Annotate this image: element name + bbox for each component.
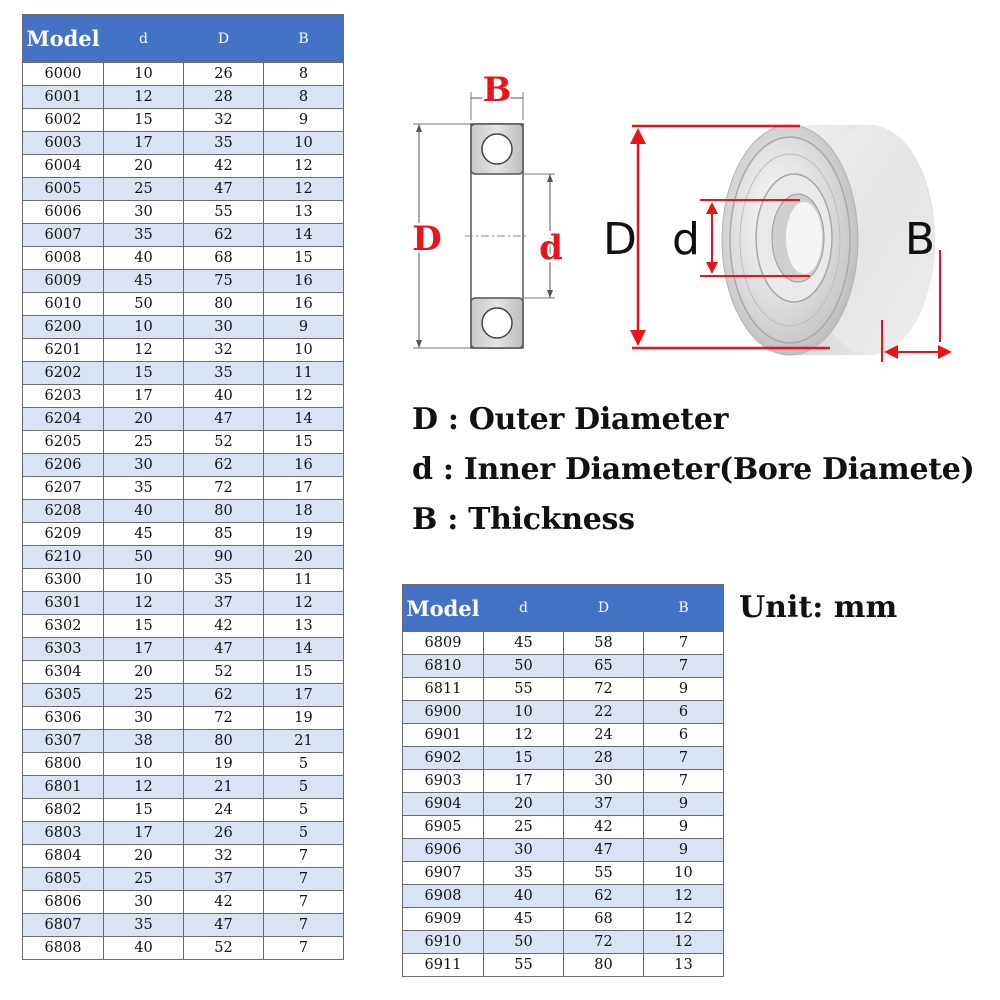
- cell-B: 8: [264, 86, 344, 109]
- header-B: B: [264, 15, 344, 63]
- cell-d: 50: [484, 931, 564, 954]
- cell-d: 12: [484, 724, 564, 747]
- cell-D: 24: [564, 724, 644, 747]
- cell-D: 47: [184, 178, 264, 201]
- cell-B: 14: [264, 408, 344, 431]
- cell-B: 9: [264, 109, 344, 132]
- table-row: [23, 753, 344, 776]
- bearing-cross-section-diagram: [405, 62, 575, 362]
- cell-B: 12: [264, 155, 344, 178]
- cell-d: 10: [104, 316, 184, 339]
- cell-B: 7: [644, 770, 724, 793]
- table-row: [23, 316, 344, 339]
- cell-B: 9: [644, 816, 724, 839]
- cell-d: 45: [104, 523, 184, 546]
- cell-model: 6301: [23, 592, 104, 615]
- cell-d: 40: [104, 500, 184, 523]
- table-row: [403, 632, 724, 655]
- table-row: [23, 385, 344, 408]
- table-row: [403, 839, 724, 862]
- cell-d: 45: [484, 908, 564, 931]
- cell-B: 15: [264, 431, 344, 454]
- table-row: [23, 730, 344, 753]
- cell-model: 6810: [403, 655, 484, 678]
- cell-d: 20: [104, 408, 184, 431]
- cell-B: 12: [644, 908, 724, 931]
- cell-B: 11: [264, 362, 344, 385]
- table-row: [23, 63, 344, 86]
- table-row: [23, 661, 344, 684]
- cell-model: 6304: [23, 661, 104, 684]
- cell-d: 10: [484, 701, 564, 724]
- cell-d: 10: [104, 753, 184, 776]
- cell-B: 7: [264, 891, 344, 914]
- cell-d: 12: [104, 339, 184, 362]
- cell-B: 7: [644, 747, 724, 770]
- cell-d: 12: [104, 86, 184, 109]
- cell-model: 6806: [23, 891, 104, 914]
- cell-model: 6805: [23, 868, 104, 891]
- cell-model: 6811: [403, 678, 484, 701]
- cell-d: 25: [104, 684, 184, 707]
- table-row: [403, 931, 724, 954]
- table-row: [23, 684, 344, 707]
- cell-B: 7: [264, 937, 344, 960]
- cell-D: 55: [564, 862, 644, 885]
- cell-model: 6010: [23, 293, 104, 316]
- cell-D: 42: [184, 155, 264, 178]
- table-row: [403, 655, 724, 678]
- cell-B: 8: [264, 63, 344, 86]
- table-row: [403, 678, 724, 701]
- cell-model: 6900: [403, 701, 484, 724]
- cell-d: 15: [104, 109, 184, 132]
- cell-model: 6906: [403, 839, 484, 862]
- cell-d: 55: [484, 678, 564, 701]
- cell-model: 6904: [403, 793, 484, 816]
- table-row: [23, 937, 344, 960]
- cell-B: 7: [264, 845, 344, 868]
- cell-d: 17: [104, 385, 184, 408]
- cell-B: 9: [644, 678, 724, 701]
- table-row: [403, 862, 724, 885]
- header-d: d: [104, 15, 184, 63]
- table-row: [23, 454, 344, 477]
- cross-section-label-d: d: [539, 228, 563, 268]
- cell-d: 25: [104, 178, 184, 201]
- cell-B: 19: [264, 523, 344, 546]
- cell-d: 35: [104, 914, 184, 937]
- header-d: d: [484, 585, 564, 632]
- table-row: [23, 477, 344, 500]
- bearing-table-left: [22, 14, 344, 960]
- cell-D: 75: [184, 270, 264, 293]
- cell-D: 35: [184, 569, 264, 592]
- cell-D: 26: [184, 63, 264, 86]
- table-row: [403, 816, 724, 839]
- cell-d: 12: [104, 776, 184, 799]
- cell-d: 30: [104, 707, 184, 730]
- cell-model: 6205: [23, 431, 104, 454]
- cell-D: 72: [564, 678, 644, 701]
- cell-model: 6000: [23, 63, 104, 86]
- table-row: [403, 770, 724, 793]
- legend-thickness: B : Thickness: [412, 502, 635, 537]
- cell-B: 13: [264, 615, 344, 638]
- cell-B: 12: [644, 931, 724, 954]
- table-row: [23, 270, 344, 293]
- cell-model: 6306: [23, 707, 104, 730]
- table-row: [23, 523, 344, 546]
- cell-d: 20: [104, 661, 184, 684]
- cell-D: 32: [184, 845, 264, 868]
- table-row: [403, 885, 724, 908]
- cell-model: 6008: [23, 247, 104, 270]
- cell-model: 6908: [403, 885, 484, 908]
- cell-B: 20: [264, 546, 344, 569]
- cell-model: 6300: [23, 569, 104, 592]
- table-row: [403, 908, 724, 931]
- cell-D: 26: [184, 822, 264, 845]
- cell-model: 6003: [23, 132, 104, 155]
- cell-D: 30: [564, 770, 644, 793]
- cell-D: 47: [184, 638, 264, 661]
- cell-model: 6307: [23, 730, 104, 753]
- cell-d: 35: [104, 477, 184, 500]
- cell-D: 72: [564, 931, 644, 954]
- cell-B: 5: [264, 822, 344, 845]
- cell-d: 20: [484, 793, 564, 816]
- cell-model: 6209: [23, 523, 104, 546]
- cell-d: 38: [104, 730, 184, 753]
- cell-model: 6809: [403, 632, 484, 655]
- table-row: [23, 293, 344, 316]
- cell-D: 19: [184, 753, 264, 776]
- cell-B: 15: [264, 661, 344, 684]
- cell-model: 6305: [23, 684, 104, 707]
- table-header-row: [403, 585, 724, 632]
- cell-B: 17: [264, 684, 344, 707]
- cell-B: 18: [264, 500, 344, 523]
- table-row: [23, 822, 344, 845]
- cell-D: 37: [564, 793, 644, 816]
- cell-D: 22: [564, 701, 644, 724]
- table-row: [23, 707, 344, 730]
- table-row: [23, 132, 344, 155]
- photo-label-B: B: [904, 214, 936, 265]
- photo-label-d: d: [672, 214, 700, 265]
- cell-B: 11: [264, 569, 344, 592]
- cell-D: 47: [564, 839, 644, 862]
- cell-d: 50: [104, 546, 184, 569]
- cell-D: 24: [184, 799, 264, 822]
- cell-B: 6: [644, 701, 724, 724]
- cell-D: 32: [184, 109, 264, 132]
- cell-B: 5: [264, 753, 344, 776]
- table-row: [403, 793, 724, 816]
- table-row: [23, 431, 344, 454]
- cell-B: 7: [264, 914, 344, 937]
- cell-B: 14: [264, 224, 344, 247]
- table-row: [23, 592, 344, 615]
- cell-d: 10: [104, 569, 184, 592]
- cell-B: 5: [264, 776, 344, 799]
- table-row: [23, 569, 344, 592]
- cell-d: 15: [104, 799, 184, 822]
- cell-model: 6204: [23, 408, 104, 431]
- cell-B: 7: [644, 632, 724, 655]
- table-row: [23, 845, 344, 868]
- cell-model: 6200: [23, 316, 104, 339]
- table-row: [403, 724, 724, 747]
- cell-D: 52: [184, 937, 264, 960]
- cell-B: 10: [644, 862, 724, 885]
- cell-model: 6801: [23, 776, 104, 799]
- cell-B: 12: [264, 385, 344, 408]
- cell-D: 90: [184, 546, 264, 569]
- table-row: [23, 109, 344, 132]
- cell-d: 50: [104, 293, 184, 316]
- cell-D: 47: [184, 408, 264, 431]
- cell-model: 6909: [403, 908, 484, 931]
- table-row: [23, 86, 344, 109]
- table-row: [23, 500, 344, 523]
- cell-D: 37: [184, 592, 264, 615]
- cell-D: 85: [184, 523, 264, 546]
- cell-D: 28: [564, 747, 644, 770]
- table-row: [23, 247, 344, 270]
- cell-D: 42: [184, 615, 264, 638]
- cell-B: 12: [264, 178, 344, 201]
- cell-d: 50: [484, 655, 564, 678]
- table-row: [23, 776, 344, 799]
- table-row: [23, 615, 344, 638]
- cell-B: 6: [644, 724, 724, 747]
- cell-B: 7: [644, 655, 724, 678]
- cell-D: 68: [564, 908, 644, 931]
- cell-d: 40: [104, 247, 184, 270]
- cell-B: 10: [264, 132, 344, 155]
- cell-B: 16: [264, 270, 344, 293]
- cell-B: 9: [264, 316, 344, 339]
- cell-B: 16: [264, 293, 344, 316]
- cell-D: 62: [184, 684, 264, 707]
- cell-D: 62: [184, 224, 264, 247]
- table-row: [23, 638, 344, 661]
- header-B: B: [644, 585, 724, 632]
- cell-model: 6802: [23, 799, 104, 822]
- table-row: [23, 201, 344, 224]
- cell-d: 20: [104, 155, 184, 178]
- cell-D: 72: [184, 477, 264, 500]
- cell-B: 9: [644, 839, 724, 862]
- legend-inner-diameter: d : Inner Diameter(Bore Diamete): [412, 452, 975, 487]
- cross-section-label-D: D: [412, 219, 442, 259]
- cell-model: 6902: [403, 747, 484, 770]
- cell-B: 14: [264, 638, 344, 661]
- cell-d: 15: [484, 747, 564, 770]
- cell-d: 17: [484, 770, 564, 793]
- cell-model: 6202: [23, 362, 104, 385]
- table-row: [23, 339, 344, 362]
- cell-B: 17: [264, 477, 344, 500]
- cell-d: 17: [104, 132, 184, 155]
- table-row: [23, 546, 344, 569]
- cell-D: 35: [184, 362, 264, 385]
- cell-model: 6208: [23, 500, 104, 523]
- cell-B: 19: [264, 707, 344, 730]
- header-model: Model: [403, 585, 484, 632]
- table-row: [23, 155, 344, 178]
- table-row: [403, 701, 724, 724]
- cell-model: 6903: [403, 770, 484, 793]
- cell-d: 12: [104, 592, 184, 615]
- cell-D: 52: [184, 431, 264, 454]
- header-D: D: [564, 585, 644, 632]
- unit-label: Unit: mm: [739, 590, 898, 625]
- cell-D: 47: [184, 914, 264, 937]
- cell-D: 42: [184, 891, 264, 914]
- cell-D: 80: [184, 500, 264, 523]
- cell-model: 6005: [23, 178, 104, 201]
- cell-D: 32: [184, 339, 264, 362]
- table-row: [403, 747, 724, 770]
- cell-B: 7: [264, 868, 344, 891]
- cell-D: 80: [564, 954, 644, 977]
- cell-D: 30: [184, 316, 264, 339]
- cell-D: 55: [184, 201, 264, 224]
- table-header-row: [23, 15, 344, 63]
- cell-B: 10: [264, 339, 344, 362]
- cell-model: 6006: [23, 201, 104, 224]
- cell-d: 40: [484, 885, 564, 908]
- header-D: D: [184, 15, 264, 63]
- cell-D: 40: [184, 385, 264, 408]
- cell-model: 6803: [23, 822, 104, 845]
- cell-d: 45: [104, 270, 184, 293]
- cell-D: 28: [184, 86, 264, 109]
- cell-model: 6800: [23, 753, 104, 776]
- table-row: [23, 362, 344, 385]
- cell-d: 45: [484, 632, 564, 655]
- cell-B: 12: [644, 885, 724, 908]
- cell-d: 15: [104, 362, 184, 385]
- cell-d: 17: [104, 638, 184, 661]
- cell-model: 6001: [23, 86, 104, 109]
- cell-d: 30: [104, 201, 184, 224]
- header-model: Model: [23, 15, 104, 63]
- cell-d: 17: [104, 822, 184, 845]
- cell-B: 5: [264, 799, 344, 822]
- cross-section-label-B: B: [482, 70, 512, 110]
- cell-B: 21: [264, 730, 344, 753]
- cell-B: 12: [264, 592, 344, 615]
- cell-model: 6007: [23, 224, 104, 247]
- cell-D: 62: [184, 454, 264, 477]
- cell-D: 42: [564, 816, 644, 839]
- cell-d: 15: [104, 615, 184, 638]
- cell-B: 13: [644, 954, 724, 977]
- table-row: [403, 954, 724, 977]
- cell-model: 6804: [23, 845, 104, 868]
- cell-D: 80: [184, 293, 264, 316]
- bearing-photo-illustration: [590, 110, 970, 370]
- cell-D: 68: [184, 247, 264, 270]
- cell-model: 6002: [23, 109, 104, 132]
- cell-D: 37: [184, 868, 264, 891]
- cell-D: 72: [184, 707, 264, 730]
- cell-d: 25: [484, 816, 564, 839]
- cell-D: 58: [564, 632, 644, 655]
- table-row: [23, 178, 344, 201]
- cell-D: 65: [564, 655, 644, 678]
- table-row: [23, 224, 344, 247]
- cell-d: 20: [104, 845, 184, 868]
- cell-d: 40: [104, 937, 184, 960]
- cell-model: 6203: [23, 385, 104, 408]
- table-row: [23, 408, 344, 431]
- cell-d: 35: [484, 862, 564, 885]
- bearing-table-right: [402, 584, 724, 977]
- cell-B: 15: [264, 247, 344, 270]
- table-row: [23, 799, 344, 822]
- photo-label-D: D: [603, 214, 637, 265]
- cell-model: 6206: [23, 454, 104, 477]
- cell-D: 62: [564, 885, 644, 908]
- cell-model: 6808: [23, 937, 104, 960]
- cell-B: 9: [644, 793, 724, 816]
- cell-B: 16: [264, 454, 344, 477]
- cell-model: 6907: [403, 862, 484, 885]
- cell-model: 6004: [23, 155, 104, 178]
- cell-d: 35: [104, 224, 184, 247]
- cell-D: 80: [184, 730, 264, 753]
- cell-d: 55: [484, 954, 564, 977]
- legend-outer-diameter: D : Outer Diameter: [412, 402, 729, 437]
- cell-model: 6303: [23, 638, 104, 661]
- cell-model: 6901: [403, 724, 484, 747]
- cell-model: 6905: [403, 816, 484, 839]
- cell-model: 6009: [23, 270, 104, 293]
- cell-d: 25: [104, 868, 184, 891]
- cell-D: 21: [184, 776, 264, 799]
- cell-model: 6201: [23, 339, 104, 362]
- cell-model: 6910: [403, 931, 484, 954]
- cell-D: 52: [184, 661, 264, 684]
- cell-model: 6911: [403, 954, 484, 977]
- cell-d: 30: [104, 454, 184, 477]
- cell-model: 6302: [23, 615, 104, 638]
- cell-model: 6210: [23, 546, 104, 569]
- table-row: [23, 868, 344, 891]
- cell-model: 6207: [23, 477, 104, 500]
- cell-model: 6807: [23, 914, 104, 937]
- cell-d: 30: [104, 891, 184, 914]
- cell-d: 10: [104, 63, 184, 86]
- cell-d: 30: [484, 839, 564, 862]
- cell-D: 35: [184, 132, 264, 155]
- cell-d: 25: [104, 431, 184, 454]
- cell-B: 13: [264, 201, 344, 224]
- table-row: [23, 891, 344, 914]
- table-row: [23, 914, 344, 937]
